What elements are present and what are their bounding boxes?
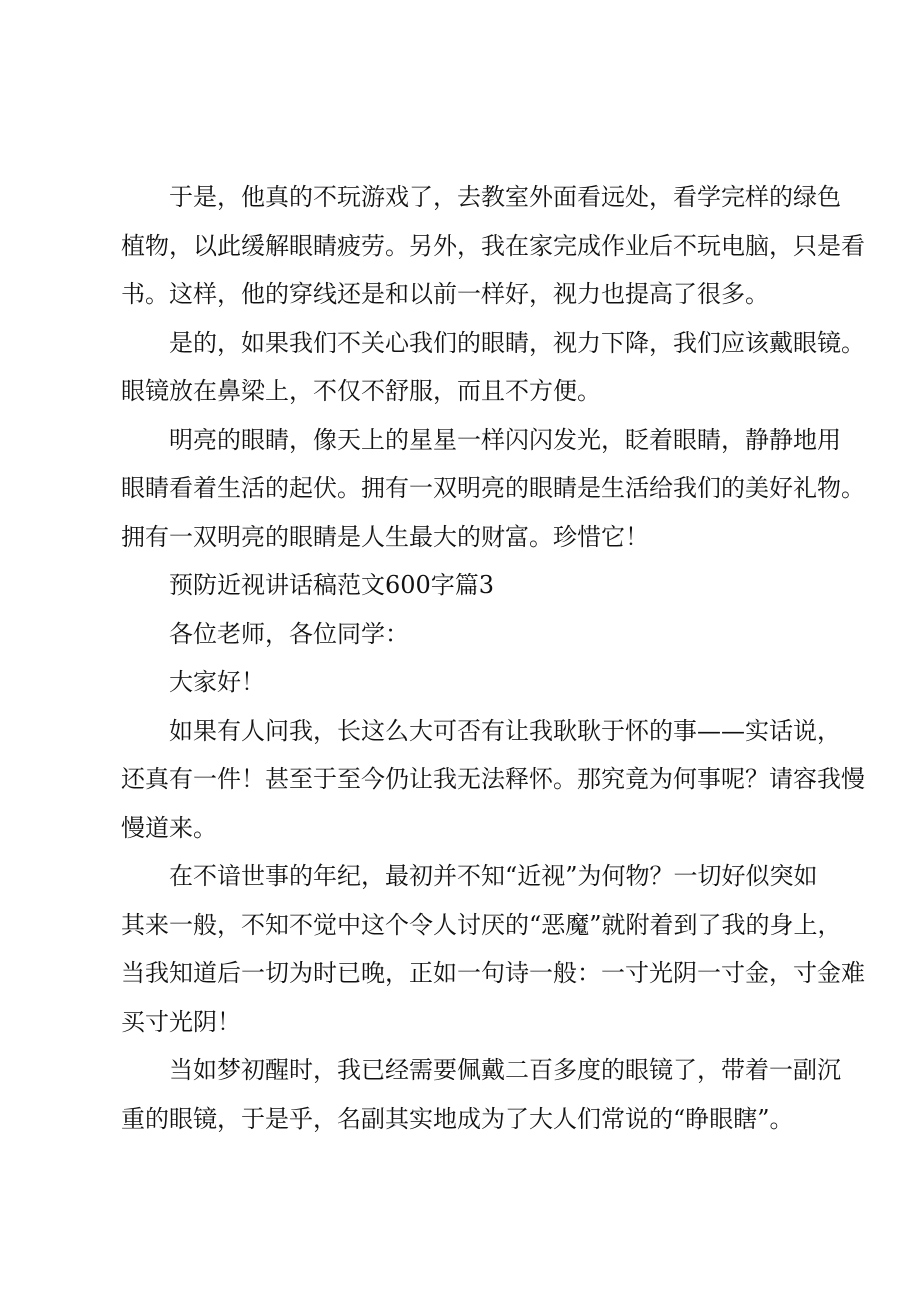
text-line: 拥有一双明亮的眼睛是人生最大的财富。珍惜它！ [121, 522, 649, 551]
text-line: 当如梦初醒时，我已经需要佩戴二百多度的眼镜了，带着一副沉 [169, 1056, 841, 1084]
paragraph [121, 852, 865, 1046]
paragraph [121, 416, 865, 562]
section-heading [121, 561, 841, 610]
text-line: 明亮的眼睛，像天上的星星一样闪闪发光，眨着眼睛，静静地用 [169, 425, 841, 454]
paragraph [121, 707, 865, 853]
text-line: 预防近视讲话稿范文600字篇3 [169, 571, 495, 599]
text-line: 慢道来。 [121, 813, 217, 842]
text-line: 于是，他真的不玩游戏了，去教室外面看远处，看学完样的绿色 [169, 183, 841, 211]
text-line: 书。这样，他的穿线还是和以前一样好，视力也提高了很多。 [121, 280, 769, 308]
text-line: 如果有人问我，长这么大可否有让我耿耿于怀的事——实话说， [169, 716, 841, 745]
text-line: 植物，以此缓解眼睛疲劳。另外，我在家完成作业后不玩电脑，只是看 [121, 231, 865, 260]
text-line: 各位老师，各位同学： [169, 619, 409, 648]
text-line: 还真有一件！甚至于至今仍让我无法释怀。那究竟为何事呢？请容我慢 [121, 765, 865, 793]
paragraph [121, 173, 865, 319]
text-line: 重的眼镜，于是乎，名副其实地成为了大人们常说的“睁眼瞎”。 [121, 1104, 794, 1133]
text-line: 眼镜放在鼻梁上，不仅不舒服，而且不方便。 [121, 377, 601, 405]
text-line: 在不谙世事的年纪，最初并不知“近视”为何物？一切好似突如 [169, 862, 818, 890]
greeting [121, 658, 841, 707]
paragraph [121, 1046, 841, 1143]
text-line: 是的，如果我们不关心我们的眼睛，视力下降，我们应该戴眼镜。 [169, 328, 865, 357]
text-line: 其来一般，不知不觉中这个令人讨厌的“恶魔”就附着到了我的身上， [121, 910, 842, 939]
document-body [121, 173, 865, 1143]
paragraph [121, 319, 865, 416]
text-line: 眼睛看着生活的起伏。拥有一双明亮的眼睛是生活给我们的美好礼物。 [121, 474, 865, 502]
text-line: 当我知道后一切为时已晚，正如一句诗一般：一寸光阴一寸金，寸金难 [121, 959, 865, 987]
text-line: 买寸光阴！ [121, 1007, 241, 1036]
salutation [121, 610, 841, 659]
text-line: 大家好！ [169, 668, 265, 696]
